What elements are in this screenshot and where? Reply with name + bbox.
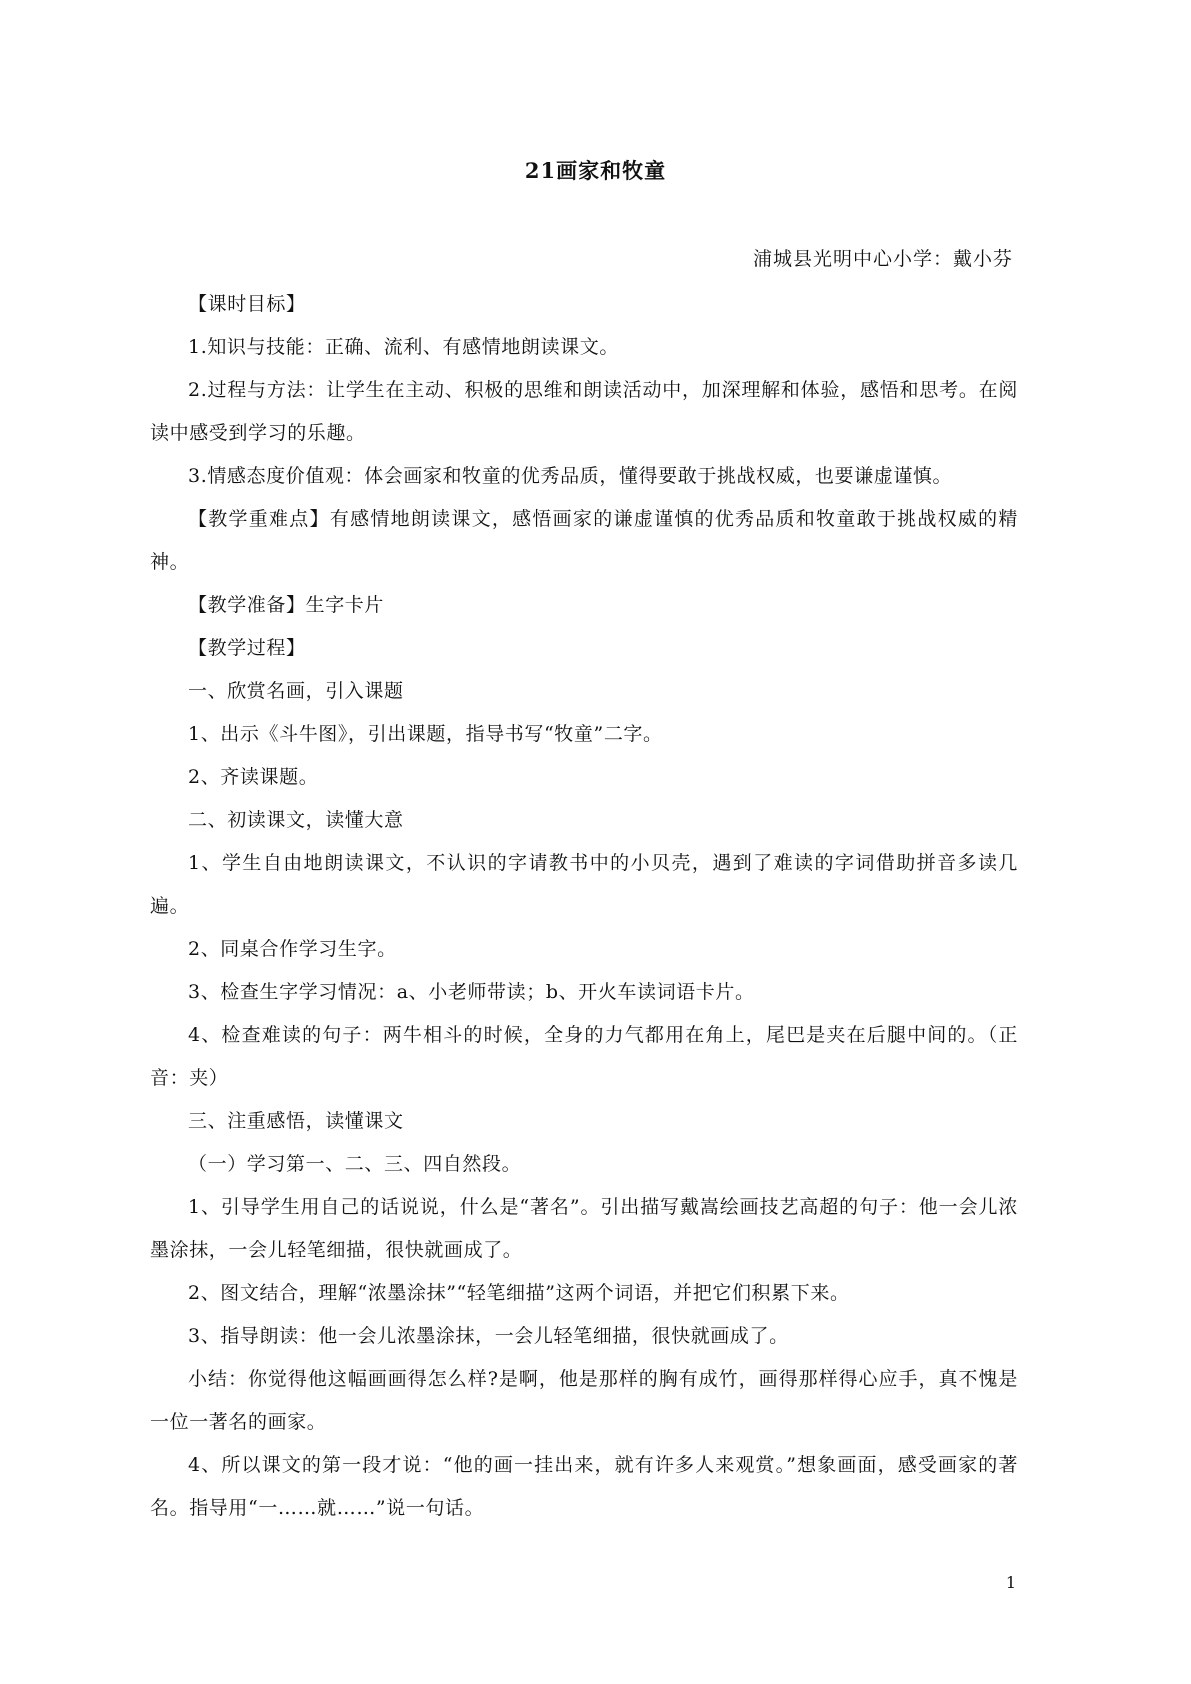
section-heading-process: 【教学过程】 [188, 637, 306, 659]
page-number: 1 [1005, 1573, 1016, 1592]
paragraph-step-1-1: 1、出示《斗牛图》，引出课题，指导书写“牧童”二字。 [188, 723, 663, 745]
subsection-heading-2: 二、初读课文，读懂大意 [188, 809, 404, 831]
document-title: 21画家和牧童 [524, 158, 667, 183]
paragraph-objective-1: 1.知识与技能：正确、流利、有感情地朗读课文。 [188, 336, 619, 358]
paragraph-step-2-1: 1、学生自由地朗读课文，不认识的字请教书中的小贝壳，遇到了难读的字词借助拼音多读几遍。 [150, 852, 1018, 917]
paragraph-step-1-2: 2、齐读课题。 [188, 766, 319, 788]
paragraph-key-points: 【教学重难点】有感情地朗读课文，感悟画家的谦虚谨慎的优秀品质和牧童敢于挑战权威的精神。 [150, 508, 1018, 573]
paragraph-objective-2: 2.过程与方法：让学生在主动、积极的思维和朗读活动中，加深理解和体验，感悟和思考。在阅读中感受到学习的乐趣。 [150, 379, 1018, 444]
subsection-heading-1: 一、欣赏名画，引入课题 [188, 680, 404, 702]
paragraph-step-2-3: 3、检查生字学习情况：a、小老师带读；b、开火车读词语卡片。 [188, 981, 755, 1003]
paragraph-preparation: 【教学准备】生字卡片 [188, 594, 385, 616]
paragraph-step-3-2: 2、图文结合，理解“浓墨涂抹”“轻笔细描”这两个词语，并把它们积累下来。 [188, 1282, 850, 1304]
paragraph-objective-3: 3.情感态度价值观：体会画家和牧童的优秀品质，懂得要敢于挑战权威，也要谦虚谨慎。 [188, 465, 953, 487]
author-line: 浦城县光明中心小学：戴小芬 [752, 248, 1013, 270]
paragraph-step-2-4: 4、检查难读的句子：两牛相斗的时候，全身的力气都用在角上，尾巴是夹在后腿中间的。（正音：夹） [150, 1024, 1018, 1089]
subsection-heading-3: 三、注重感悟，读懂课文 [188, 1110, 404, 1132]
section-heading-objectives: 【课时目标】 [188, 293, 306, 315]
subsection-heading-3-1: （一）学习第一、二、三、四自然段。 [188, 1153, 522, 1175]
paragraph-step-3-1: 1、引导学生用自己的话说说，什么是“著名”。引出描写戴嵩绘画技艺高超的句子：他一会儿浓墨涂抹，一会儿轻笔细描，很快就画成了。 [150, 1196, 1018, 1261]
document-body [150, 283, 1018, 1530]
paragraph-summary: 小结：你觉得他这幅画画得怎么样?是啊，他是那样的胸有成竹，画得那样得心应手，真不愧是一位一著名的画家。 [150, 1368, 1018, 1433]
paragraph-step-3-4: 4、所以课文的第一段才说：“他的画一挂出来，就有许多人来观赏。”想象画面，感受画家的著名。指导用“一……就……”说一句话。 [150, 1454, 1018, 1519]
paragraph-step-2-2: 2、同桌合作学习生字。 [188, 938, 397, 960]
paragraph-step-3-3: 3、指导朗读：他一会儿浓墨涂抹，一会儿轻笔细描，很快就画成了。 [188, 1325, 789, 1347]
